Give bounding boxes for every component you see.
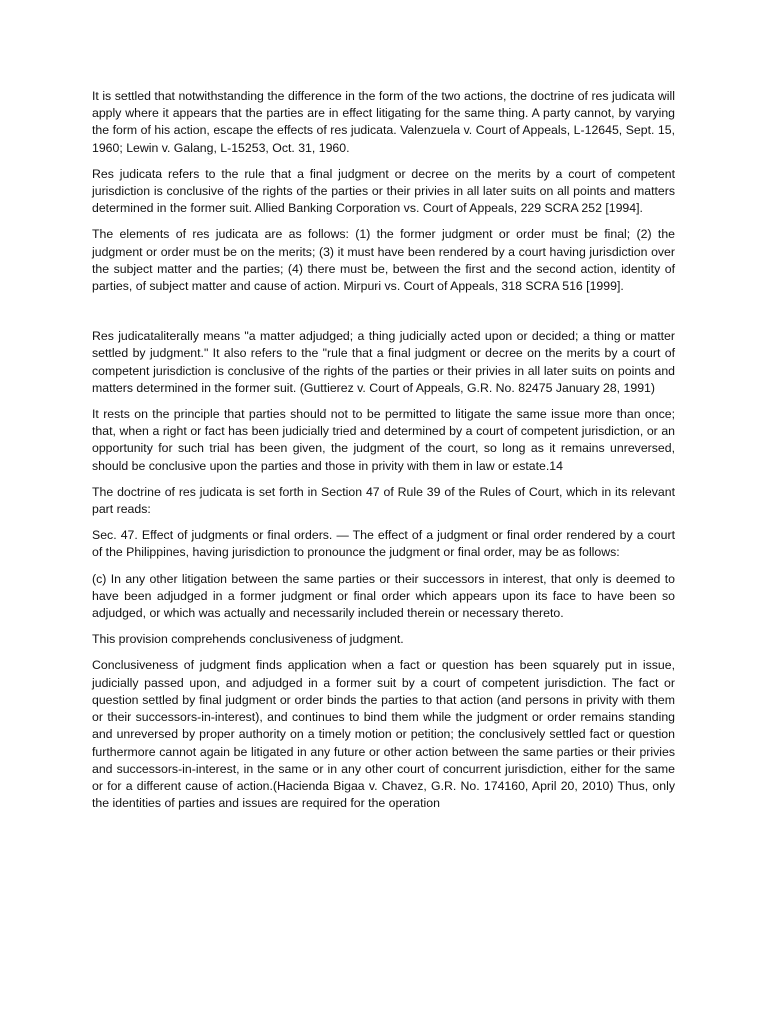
paragraph-elements-of-res-judicata: The elements of res judicata are as follows: (1) the former judgment or order must be final; (2) the judgment or order must be on the merits; (3) it must have been rendered by a court having jurisdiction over the subject matter and the parties; (4) there must be, between the first and the second action, identity of parties, of subject matter and cause of action. Mirpuri vs. Court of Appeals, 318 SCRA 516 [1999]. (92, 227, 675, 294)
paragraph-subsection-c: (c) In any other litigation between the same parties or their successors in interest, that only is deemed to have been adjudged in a former judgment or final order which appears upon its face to have been so adjudged, or which was actually and necessarily included therein or necessary thereto. (92, 571, 675, 621)
paragraph-section-47: Sec. 47. Effect of judgments or final orders. — The effect of a judgment or final order rendered by a court of the Philippines, having jurisdiction to pronounce the judgment or final order, may be as follows: (92, 528, 675, 560)
paragraph-conclusiveness: This provision comprehends conclusiveness of judgment. (92, 632, 404, 647)
paragraph-literal-meaning: Res judicataliterally means "a matter adjudged; a thing judicially acted upon or decided; a thing or matter settled by judgment." It also refers to the "rule that a final judgment or decree on the merits by a court of competent jurisdiction is conclusive of the rights of the parties or their privies in all later suits on points and matters determined in the former suit. (Guttierez v. Court of Appeals, G.R. No. 82475 January 28, 1991) (92, 329, 675, 395)
paragraph-rules-of-court: The doctrine of res judicata is set forth in Section 47 of Rule 39 of the Rules of Court, which in its relevant part reads: (92, 484, 675, 517)
paragraph-conclusiveness-application: Conclusiveness of judgment finds application when a fact or question has been squarely put in issue, judicially passed upon, and adjudged in a former suit by a court of competent jurisdiction. The fact or question settled by final judgment or order binds the parties to that action (and persons in privity with them or their successors-in-interest), and continues to bind them while the judgment or order remains standing and unreversed by proper authority on a timely motion or petition; the conclusively settled fact or question furthermore cannot again be litigated in any future or other action between the same parties or their privies and successors-in-interest, in the same or in any other court of concurrent jurisdiction, either for the same or for a different cause of action.(Hacienda Bigaa v. Chavez, G.R. No. 174160, April 20, 2010) Thus, only the identities of parties and issues are required for the operation (92, 658, 675, 811)
paragraph-res-judicata-settled: It is settled that notwithstanding the difference in the form of the two actions, the doctrine of res judicata will apply where it appears that the parties are in effect litigating for the same thing. A party cannot, by varying the form of his action, escape the effects of res judicata. Valenzuela v. Court of Appeals, L-12645, Sept. 15, 1960; Lewin v. Galang, L-15253, Oct. 31, 1960. (92, 89, 675, 155)
document-body (92, 88, 675, 812)
paragraph-principle: It rests on the principle that parties should not to be permitted to litigate the same issue more than once; that, when a right or fact has been judicially tried and determined by a court of competent jurisdiction, or an opportunity for such trial has been given, the judgment of the court, so long as it remains unreversed, should be conclusive upon the parties and those in privity with them in law or estate.14 (92, 407, 675, 473)
paragraph-res-judicata-definition: Res judicata refers to the rule that a final judgment or decree on the merits by a court of competent jurisdiction is conclusive of the rights of the parties or their privies in all later suits on all points and matters determined in the former suit. Allied Banking Corporation vs. Court of Appeals, 229 SCRA 252 [1994]. (92, 166, 675, 216)
